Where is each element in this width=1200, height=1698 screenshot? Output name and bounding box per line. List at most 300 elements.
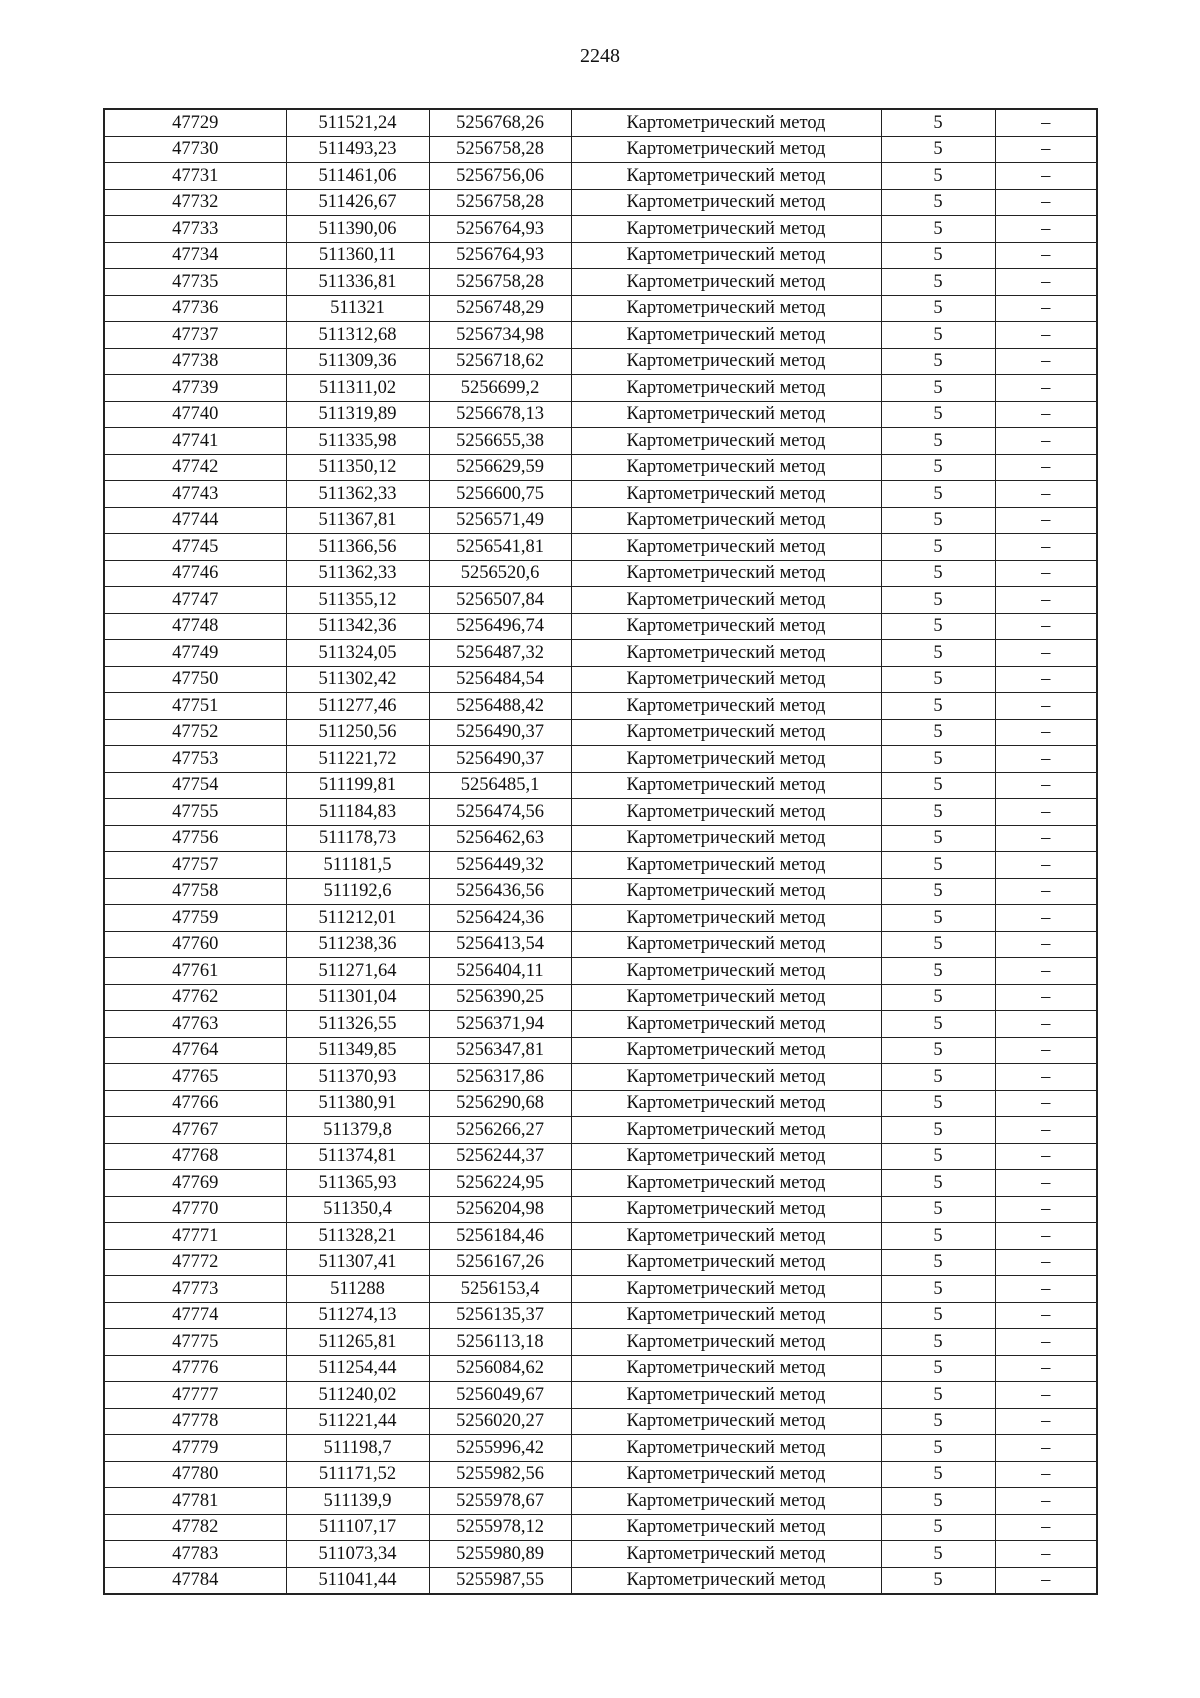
method-cell: Картометрический метод xyxy=(571,322,881,349)
y-coordinate-cell: 5256768,26 xyxy=(429,109,571,136)
point-number-cell: 47748 xyxy=(104,613,286,640)
note-cell: – xyxy=(995,1435,1097,1462)
point-number-cell: 47732 xyxy=(104,189,286,216)
table-row xyxy=(104,269,1097,296)
method-cell: Картометрический метод xyxy=(571,878,881,905)
x-coordinate-cell: 511212,01 xyxy=(286,905,429,932)
accuracy-cell: 5 xyxy=(881,136,995,163)
accuracy-cell: 5 xyxy=(881,640,995,667)
table-row xyxy=(104,1461,1097,1488)
x-coordinate-cell: 511426,67 xyxy=(286,189,429,216)
note-cell: – xyxy=(995,1329,1097,1356)
x-coordinate-cell: 511250,56 xyxy=(286,719,429,746)
accuracy-cell: 5 xyxy=(881,560,995,587)
table-row xyxy=(104,693,1097,720)
table-row xyxy=(104,560,1097,587)
table-row xyxy=(104,587,1097,614)
x-coordinate-cell: 511192,6 xyxy=(286,878,429,905)
y-coordinate-cell: 5256520,6 xyxy=(429,560,571,587)
point-number-cell: 47737 xyxy=(104,322,286,349)
x-coordinate-cell: 511461,06 xyxy=(286,163,429,190)
note-cell: – xyxy=(995,746,1097,773)
point-number-cell: 47755 xyxy=(104,799,286,826)
y-coordinate-cell: 5256049,67 xyxy=(429,1382,571,1409)
accuracy-cell: 5 xyxy=(881,1514,995,1541)
x-coordinate-cell: 511198,7 xyxy=(286,1435,429,1462)
y-coordinate-cell: 5256655,38 xyxy=(429,428,571,455)
table-row xyxy=(104,109,1097,136)
note-cell: – xyxy=(995,958,1097,985)
note-cell: – xyxy=(995,481,1097,508)
x-coordinate-cell: 511355,12 xyxy=(286,587,429,614)
method-cell: Картометрический метод xyxy=(571,109,881,136)
table-row xyxy=(104,1090,1097,1117)
page-number: 2248 xyxy=(580,45,620,67)
y-coordinate-cell: 5256758,28 xyxy=(429,189,571,216)
accuracy-cell: 5 xyxy=(881,984,995,1011)
y-coordinate-cell: 5256496,74 xyxy=(429,613,571,640)
point-number-cell: 47767 xyxy=(104,1117,286,1144)
y-coordinate-cell: 5256758,28 xyxy=(429,269,571,296)
method-cell: Картометрический метод xyxy=(571,905,881,932)
method-cell: Картометрический метод xyxy=(571,1488,881,1515)
y-coordinate-cell: 5256756,06 xyxy=(429,163,571,190)
note-cell: – xyxy=(995,1117,1097,1144)
point-number-cell: 47741 xyxy=(104,428,286,455)
method-cell: Картометрический метод xyxy=(571,163,881,190)
accuracy-cell: 5 xyxy=(881,242,995,269)
point-number-cell: 47761 xyxy=(104,958,286,985)
note-cell: – xyxy=(995,878,1097,905)
method-cell: Картометрический метод xyxy=(571,1541,881,1568)
point-number-cell: 47754 xyxy=(104,772,286,799)
point-number-cell: 47775 xyxy=(104,1329,286,1356)
x-coordinate-cell: 511309,36 xyxy=(286,348,429,375)
method-cell: Картометрический метод xyxy=(571,772,881,799)
table-row xyxy=(104,454,1097,481)
method-cell: Картометрический метод xyxy=(571,825,881,852)
x-coordinate-cell: 511171,52 xyxy=(286,1461,429,1488)
x-coordinate-cell: 511342,36 xyxy=(286,613,429,640)
method-cell: Картометрический метод xyxy=(571,1090,881,1117)
x-coordinate-cell: 511321 xyxy=(286,295,429,322)
accuracy-cell: 5 xyxy=(881,1355,995,1382)
note-cell: – xyxy=(995,1037,1097,1064)
x-coordinate-cell: 511390,06 xyxy=(286,216,429,243)
y-coordinate-cell: 5256020,27 xyxy=(429,1408,571,1435)
accuracy-cell: 5 xyxy=(881,1090,995,1117)
accuracy-cell: 5 xyxy=(881,1408,995,1435)
x-coordinate-cell: 511238,36 xyxy=(286,931,429,958)
accuracy-cell: 5 xyxy=(881,481,995,508)
point-number-cell: 47774 xyxy=(104,1302,286,1329)
accuracy-cell: 5 xyxy=(881,348,995,375)
y-coordinate-cell: 5256541,81 xyxy=(429,534,571,561)
table-row xyxy=(104,322,1097,349)
note-cell: – xyxy=(995,560,1097,587)
accuracy-cell: 5 xyxy=(881,295,995,322)
method-cell: Картометрический метод xyxy=(571,1196,881,1223)
note-cell: – xyxy=(995,825,1097,852)
x-coordinate-cell: 511181,5 xyxy=(286,852,429,879)
note-cell: – xyxy=(995,1567,1097,1594)
x-coordinate-cell: 511041,44 xyxy=(286,1567,429,1594)
y-coordinate-cell: 5255987,55 xyxy=(429,1567,571,1594)
table-row xyxy=(104,401,1097,428)
table-row xyxy=(104,507,1097,534)
table-row xyxy=(104,295,1097,322)
note-cell: – xyxy=(995,163,1097,190)
accuracy-cell: 5 xyxy=(881,1117,995,1144)
point-number-cell: 47739 xyxy=(104,375,286,402)
y-coordinate-cell: 5256490,37 xyxy=(429,746,571,773)
note-cell: – xyxy=(995,693,1097,720)
accuracy-cell: 5 xyxy=(881,375,995,402)
point-number-cell: 47734 xyxy=(104,242,286,269)
note-cell: – xyxy=(995,1461,1097,1488)
table-row xyxy=(104,1011,1097,1038)
method-cell: Картометрический метод xyxy=(571,242,881,269)
note-cell: – xyxy=(995,719,1097,746)
method-cell: Картометрический метод xyxy=(571,1037,881,1064)
table-row xyxy=(104,1064,1097,1091)
accuracy-cell: 5 xyxy=(881,163,995,190)
method-cell: Картометрический метод xyxy=(571,799,881,826)
y-coordinate-cell: 5256600,75 xyxy=(429,481,571,508)
accuracy-cell: 5 xyxy=(881,958,995,985)
y-coordinate-cell: 5256204,98 xyxy=(429,1196,571,1223)
note-cell: – xyxy=(995,401,1097,428)
y-coordinate-cell: 5256484,54 xyxy=(429,666,571,693)
method-cell: Картометрический метод xyxy=(571,428,881,455)
table-row xyxy=(104,666,1097,693)
accuracy-cell: 5 xyxy=(881,799,995,826)
x-coordinate-cell: 511336,81 xyxy=(286,269,429,296)
note-cell: – xyxy=(995,295,1097,322)
x-coordinate-cell: 511265,81 xyxy=(286,1329,429,1356)
method-cell: Картометрический метод xyxy=(571,348,881,375)
table-row xyxy=(104,878,1097,905)
x-coordinate-cell: 511311,02 xyxy=(286,375,429,402)
y-coordinate-cell: 5255978,12 xyxy=(429,1514,571,1541)
point-number-cell: 47770 xyxy=(104,1196,286,1223)
y-coordinate-cell: 5256266,27 xyxy=(429,1117,571,1144)
method-cell: Картометрический метод xyxy=(571,1302,881,1329)
table-row xyxy=(104,216,1097,243)
accuracy-cell: 5 xyxy=(881,1196,995,1223)
method-cell: Картометрический метод xyxy=(571,295,881,322)
x-coordinate-cell: 511328,21 xyxy=(286,1223,429,1250)
point-number-cell: 47773 xyxy=(104,1276,286,1303)
accuracy-cell: 5 xyxy=(881,1302,995,1329)
method-cell: Картометрический метод xyxy=(571,1514,881,1541)
method-cell: Картометрический метод xyxy=(571,534,881,561)
x-coordinate-cell: 511349,85 xyxy=(286,1037,429,1064)
y-coordinate-cell: 5256734,98 xyxy=(429,322,571,349)
accuracy-cell: 5 xyxy=(881,1276,995,1303)
accuracy-cell: 5 xyxy=(881,719,995,746)
method-cell: Картометрический метод xyxy=(571,189,881,216)
y-coordinate-cell: 5256488,42 xyxy=(429,693,571,720)
note-cell: – xyxy=(995,613,1097,640)
table-row xyxy=(104,613,1097,640)
note-cell: – xyxy=(995,1382,1097,1409)
table-row xyxy=(104,163,1097,190)
table-row xyxy=(104,375,1097,402)
point-number-cell: 47733 xyxy=(104,216,286,243)
x-coordinate-cell: 511199,81 xyxy=(286,772,429,799)
accuracy-cell: 5 xyxy=(881,666,995,693)
point-number-cell: 47760 xyxy=(104,931,286,958)
method-cell: Картометрический метод xyxy=(571,454,881,481)
y-coordinate-cell: 5255996,42 xyxy=(429,1435,571,1462)
method-cell: Картометрический метод xyxy=(571,613,881,640)
accuracy-cell: 5 xyxy=(881,1435,995,1462)
table-row xyxy=(104,825,1097,852)
method-cell: Картометрический метод xyxy=(571,1408,881,1435)
point-number-cell: 47782 xyxy=(104,1514,286,1541)
table-row xyxy=(104,1382,1097,1409)
method-cell: Картометрический метод xyxy=(571,693,881,720)
point-number-cell: 47766 xyxy=(104,1090,286,1117)
table-row xyxy=(104,746,1097,773)
accuracy-cell: 5 xyxy=(881,401,995,428)
x-coordinate-cell: 511184,83 xyxy=(286,799,429,826)
note-cell: – xyxy=(995,454,1097,481)
x-coordinate-cell: 511221,44 xyxy=(286,1408,429,1435)
accuracy-cell: 5 xyxy=(881,772,995,799)
note-cell: – xyxy=(995,905,1097,932)
method-cell: Картометрический метод xyxy=(571,1382,881,1409)
accuracy-cell: 5 xyxy=(881,216,995,243)
x-coordinate-cell: 511107,17 xyxy=(286,1514,429,1541)
accuracy-cell: 5 xyxy=(881,587,995,614)
accuracy-cell: 5 xyxy=(881,1488,995,1515)
x-coordinate-cell: 511307,41 xyxy=(286,1249,429,1276)
accuracy-cell: 5 xyxy=(881,1249,995,1276)
note-cell: – xyxy=(995,216,1097,243)
x-coordinate-cell: 511362,33 xyxy=(286,560,429,587)
note-cell: – xyxy=(995,1143,1097,1170)
point-number-cell: 47729 xyxy=(104,109,286,136)
method-cell: Картометрический метод xyxy=(571,1117,881,1144)
point-number-cell: 47750 xyxy=(104,666,286,693)
x-coordinate-cell: 511240,02 xyxy=(286,1382,429,1409)
point-number-cell: 47778 xyxy=(104,1408,286,1435)
note-cell: – xyxy=(995,534,1097,561)
accuracy-cell: 5 xyxy=(881,931,995,958)
point-number-cell: 47742 xyxy=(104,454,286,481)
x-coordinate-cell: 511370,93 xyxy=(286,1064,429,1091)
y-coordinate-cell: 5256371,94 xyxy=(429,1011,571,1038)
point-number-cell: 47763 xyxy=(104,1011,286,1038)
point-number-cell: 47752 xyxy=(104,719,286,746)
x-coordinate-cell: 511288 xyxy=(286,1276,429,1303)
table-row xyxy=(104,905,1097,932)
accuracy-cell: 5 xyxy=(881,693,995,720)
table-row xyxy=(104,1037,1097,1064)
x-coordinate-cell: 511362,33 xyxy=(286,481,429,508)
y-coordinate-cell: 5256167,26 xyxy=(429,1249,571,1276)
accuracy-cell: 5 xyxy=(881,428,995,455)
coordinates-table xyxy=(103,108,1098,1595)
point-number-cell: 47744 xyxy=(104,507,286,534)
x-coordinate-cell: 511380,91 xyxy=(286,1090,429,1117)
accuracy-cell: 5 xyxy=(881,189,995,216)
accuracy-cell: 5 xyxy=(881,878,995,905)
method-cell: Картометрический метод xyxy=(571,1461,881,1488)
y-coordinate-cell: 5256462,63 xyxy=(429,825,571,852)
y-coordinate-cell: 5256404,11 xyxy=(429,958,571,985)
method-cell: Картометрический метод xyxy=(571,1276,881,1303)
x-coordinate-cell: 511326,55 xyxy=(286,1011,429,1038)
note-cell: – xyxy=(995,984,1097,1011)
x-coordinate-cell: 511073,34 xyxy=(286,1541,429,1568)
table-row xyxy=(104,1223,1097,1250)
accuracy-cell: 5 xyxy=(881,1170,995,1197)
method-cell: Картометрический метод xyxy=(571,1355,881,1382)
table-row xyxy=(104,1276,1097,1303)
note-cell: – xyxy=(995,1064,1097,1091)
method-cell: Картометрический метод xyxy=(571,216,881,243)
point-number-cell: 47756 xyxy=(104,825,286,852)
table-row xyxy=(104,1196,1097,1223)
point-number-cell: 47765 xyxy=(104,1064,286,1091)
note-cell: – xyxy=(995,666,1097,693)
point-number-cell: 47731 xyxy=(104,163,286,190)
note-cell: – xyxy=(995,1276,1097,1303)
table-row xyxy=(104,1355,1097,1382)
point-number-cell: 47779 xyxy=(104,1435,286,1462)
table-row xyxy=(104,189,1097,216)
table-row xyxy=(104,1329,1097,1356)
note-cell: – xyxy=(995,1196,1097,1223)
x-coordinate-cell: 511312,68 xyxy=(286,322,429,349)
note-cell: – xyxy=(995,1541,1097,1568)
table-row xyxy=(104,958,1097,985)
y-coordinate-cell: 5256678,13 xyxy=(429,401,571,428)
y-coordinate-cell: 5256487,32 xyxy=(429,640,571,667)
point-number-cell: 47735 xyxy=(104,269,286,296)
y-coordinate-cell: 5256764,93 xyxy=(429,242,571,269)
point-number-cell: 47740 xyxy=(104,401,286,428)
y-coordinate-cell: 5256413,54 xyxy=(429,931,571,958)
table-row xyxy=(104,1541,1097,1568)
accuracy-cell: 5 xyxy=(881,1382,995,1409)
method-cell: Картометрический метод xyxy=(571,560,881,587)
note-cell: – xyxy=(995,1488,1097,1515)
method-cell: Картометрический метод xyxy=(571,1064,881,1091)
method-cell: Картометрический метод xyxy=(571,1329,881,1356)
accuracy-cell: 5 xyxy=(881,269,995,296)
y-coordinate-cell: 5256449,32 xyxy=(429,852,571,879)
x-coordinate-cell: 511493,23 xyxy=(286,136,429,163)
note-cell: – xyxy=(995,587,1097,614)
note-cell: – xyxy=(995,1223,1097,1250)
accuracy-cell: 5 xyxy=(881,507,995,534)
point-number-cell: 47762 xyxy=(104,984,286,1011)
x-coordinate-cell: 511254,44 xyxy=(286,1355,429,1382)
point-number-cell: 47738 xyxy=(104,348,286,375)
y-coordinate-cell: 5256490,37 xyxy=(429,719,571,746)
y-coordinate-cell: 5256084,62 xyxy=(429,1355,571,1382)
accuracy-cell: 5 xyxy=(881,746,995,773)
x-coordinate-cell: 511221,72 xyxy=(286,746,429,773)
y-coordinate-cell: 5256699,2 xyxy=(429,375,571,402)
x-coordinate-cell: 511271,64 xyxy=(286,958,429,985)
note-cell: – xyxy=(995,931,1097,958)
y-coordinate-cell: 5256153,4 xyxy=(429,1276,571,1303)
point-number-cell: 47745 xyxy=(104,534,286,561)
x-coordinate-cell: 511350,12 xyxy=(286,454,429,481)
y-coordinate-cell: 5256485,1 xyxy=(429,772,571,799)
point-number-cell: 47730 xyxy=(104,136,286,163)
method-cell: Картометрический метод xyxy=(571,1223,881,1250)
accuracy-cell: 5 xyxy=(881,322,995,349)
method-cell: Картометрический метод xyxy=(571,481,881,508)
method-cell: Картометрический метод xyxy=(571,719,881,746)
note-cell: – xyxy=(995,269,1097,296)
note-cell: – xyxy=(995,799,1097,826)
table-row xyxy=(104,1488,1097,1515)
y-coordinate-cell: 5256748,29 xyxy=(429,295,571,322)
table-row xyxy=(104,428,1097,455)
y-coordinate-cell: 5255980,89 xyxy=(429,1541,571,1568)
y-coordinate-cell: 5255978,67 xyxy=(429,1488,571,1515)
accuracy-cell: 5 xyxy=(881,109,995,136)
note-cell: – xyxy=(995,852,1097,879)
accuracy-cell: 5 xyxy=(881,1541,995,1568)
method-cell: Картометрический метод xyxy=(571,587,881,614)
point-number-cell: 47753 xyxy=(104,746,286,773)
note-cell: – xyxy=(995,1514,1097,1541)
note-cell: – xyxy=(995,1170,1097,1197)
point-number-cell: 47776 xyxy=(104,1355,286,1382)
x-coordinate-cell: 511366,56 xyxy=(286,534,429,561)
y-coordinate-cell: 5255982,56 xyxy=(429,1461,571,1488)
y-coordinate-cell: 5256347,81 xyxy=(429,1037,571,1064)
table-row xyxy=(104,799,1097,826)
point-number-cell: 47780 xyxy=(104,1461,286,1488)
table-row xyxy=(104,931,1097,958)
table-row xyxy=(104,719,1097,746)
accuracy-cell: 5 xyxy=(881,454,995,481)
point-number-cell: 47757 xyxy=(104,852,286,879)
y-coordinate-cell: 5256507,84 xyxy=(429,587,571,614)
table-row xyxy=(104,984,1097,1011)
table-row xyxy=(104,534,1097,561)
point-number-cell: 47743 xyxy=(104,481,286,508)
method-cell: Картометрический метод xyxy=(571,1567,881,1594)
y-coordinate-cell: 5256424,36 xyxy=(429,905,571,932)
method-cell: Картометрический метод xyxy=(571,1170,881,1197)
method-cell: Картометрический метод xyxy=(571,746,881,773)
y-coordinate-cell: 5256718,62 xyxy=(429,348,571,375)
y-coordinate-cell: 5256317,86 xyxy=(429,1064,571,1091)
point-number-cell: 47784 xyxy=(104,1567,286,1594)
note-cell: – xyxy=(995,242,1097,269)
x-coordinate-cell: 511379,8 xyxy=(286,1117,429,1144)
note-cell: – xyxy=(995,507,1097,534)
x-coordinate-cell: 511367,81 xyxy=(286,507,429,534)
accuracy-cell: 5 xyxy=(881,613,995,640)
accuracy-cell: 5 xyxy=(881,1064,995,1091)
table-row xyxy=(104,1435,1097,1462)
accuracy-cell: 5 xyxy=(881,1223,995,1250)
point-number-cell: 47781 xyxy=(104,1488,286,1515)
table-row xyxy=(104,1567,1097,1594)
note-cell: – xyxy=(995,1249,1097,1276)
